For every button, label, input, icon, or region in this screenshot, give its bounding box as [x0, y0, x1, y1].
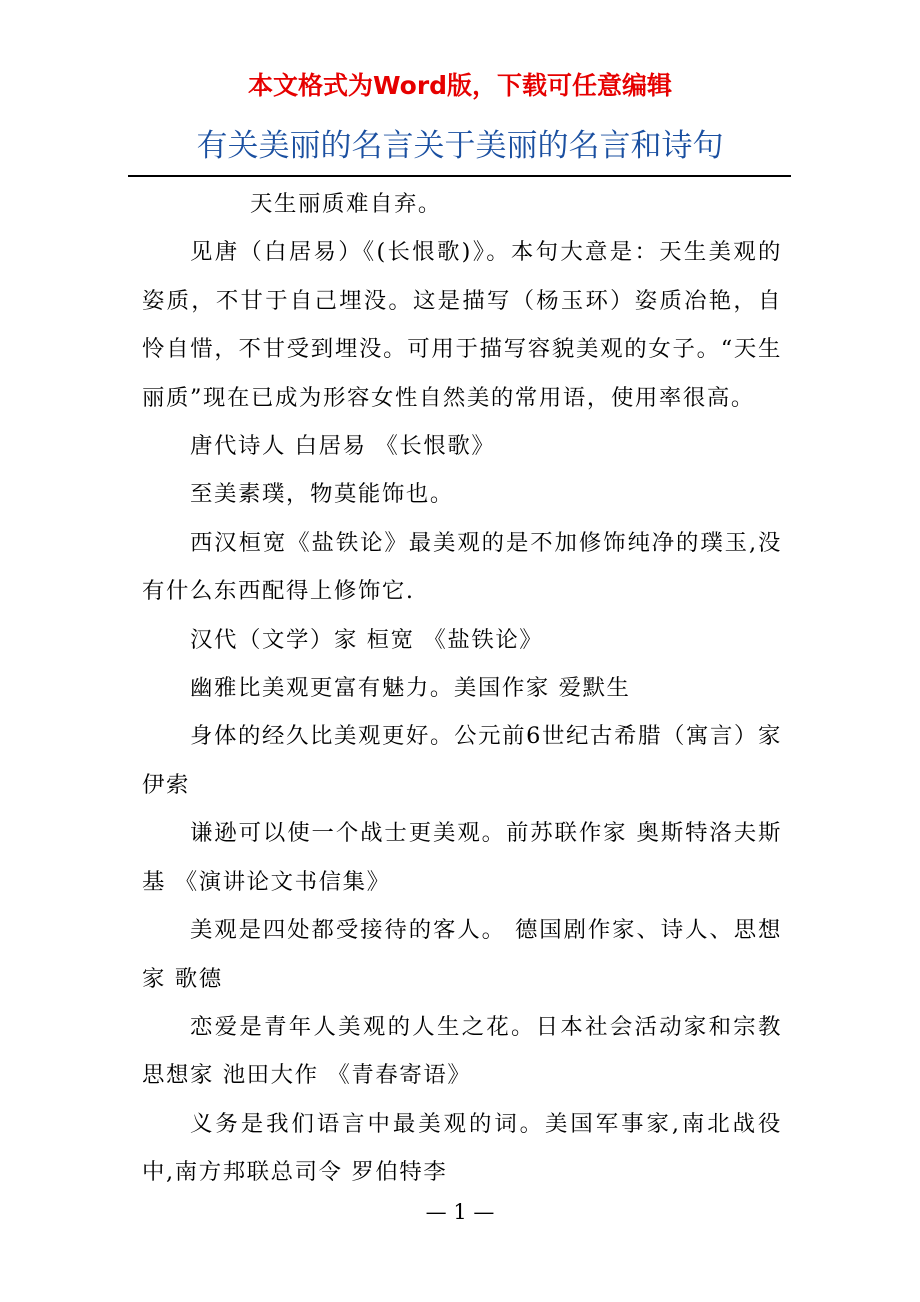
- download-notice: 本文格式为Word版，下载可任意编辑: [247, 71, 673, 100]
- paragraph: 西汉桓宽《盐铁论》最美观的是不加修饰纯净的璞玉,没有什么东西配得上修饰它.: [142, 529, 782, 605]
- page-title: 有关美丽的名言关于美丽的名言和诗句: [196, 128, 724, 164]
- paragraph: 幽雅比美观更富有魅力。美国作家 爱默生: [190, 675, 631, 702]
- paragraph: 义务是我们语言中最美观的词。美国军事家,南北战役中,南方邦联总司令 罗伯特李: [142, 1110, 782, 1186]
- paragraph: 汉代（文学）家 桓宽 《盐铁论》: [190, 626, 544, 653]
- paragraph: 谦逊可以使一个战士更美观。前苏联作家 奥斯特洛夫斯基 《演讲论文书信集》: [142, 820, 782, 895]
- paragraph: 至美素璞，物莫能饰也。: [190, 481, 454, 508]
- paragraph: 见唐（白居易）《(长恨歌)》。本句大意是：天生美观的姿质，不甘于自己埋没。这是描写（杨玉环）姿质冶艳，自怜自惜，不甘受到埋没。可用于描写容貌美观的女子。“天生丽质”现在已成为形容女性自然美的常用语，使用率很高。: [142, 239, 782, 411]
- paragraph: 身体的经久比美观更好。公元前6世纪古希腊（寓言）家 伊索: [142, 723, 782, 798]
- page-number: — 1 —: [425, 1200, 495, 1224]
- paragraph: 唐代诗人 白居易 《长恨歌》: [190, 433, 496, 460]
- paragraph: 恋爱是青年人美观的人生之花。日本社会活动家和宗教思想家 池田大作 《青春寄语》: [142, 1013, 782, 1089]
- title-divider: [128, 175, 791, 177]
- paragraph: 美观是四处都受接待的客人。 德国剧作家、诗人、思想家 歌德: [142, 917, 782, 992]
- paragraph: 天生丽质难自弃。: [250, 191, 442, 217]
- document-body: [142, 180, 782, 1197]
